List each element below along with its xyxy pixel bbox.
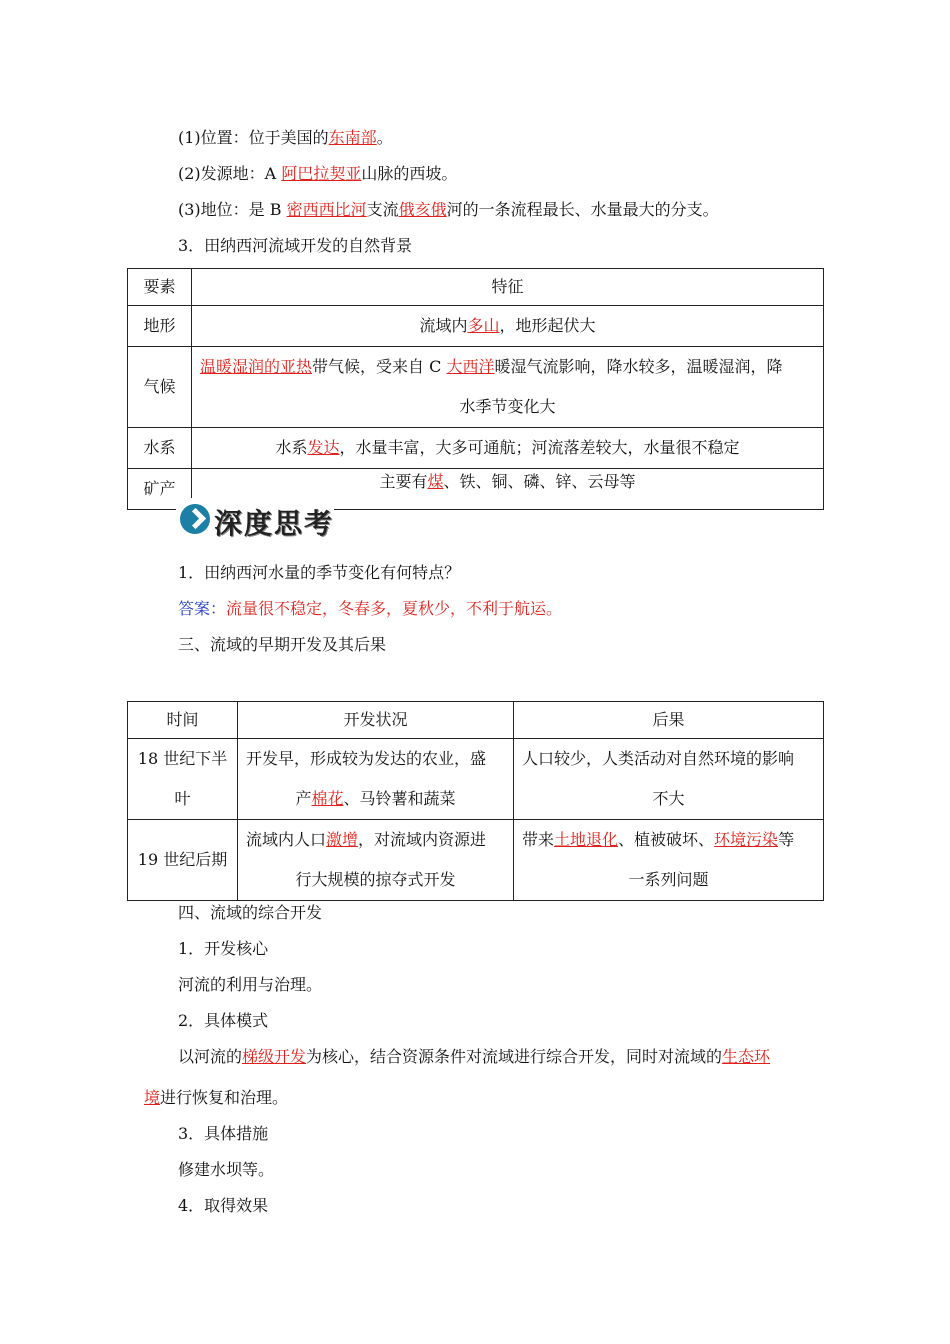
water-post: ，水量丰富，大多可通航；河流落差较大，水量很不稳定: [339, 438, 740, 457]
mode-mid: 为核心，结合资源条件对流域进行综合开发，同时对流域的: [306, 1047, 723, 1066]
mode-post: 进行恢复和治理。: [160, 1088, 289, 1107]
row-label-minerals: 矿产: [128, 469, 192, 510]
minerals-answer: 煤: [427, 472, 444, 491]
terrain-post: ，地形起伏大: [499, 316, 596, 335]
result-19th-pre: 带来: [522, 830, 555, 849]
core-text: 河流的利用与治理。: [178, 975, 323, 994]
dev-18th-post: 、马铃薯和蔬菜: [343, 789, 456, 808]
mode-pre: 以河流的: [178, 1047, 243, 1066]
row-dev-19th: [238, 820, 514, 901]
dev-19th-pre: 流域内人口: [246, 830, 327, 849]
early-development-table: [127, 701, 824, 901]
table1-header-feature: 特征: [192, 269, 824, 306]
row-value-climate: [192, 347, 824, 428]
location-line: [178, 128, 393, 148]
status-answer-1: 密西西比河: [286, 200, 367, 219]
source-answer: 阿巴拉契亚: [281, 164, 362, 183]
status-end: 河的一条流程最长、水量最大的分支。: [446, 200, 719, 219]
location-answer: 东南部: [328, 128, 377, 147]
location-end: 。: [376, 128, 393, 147]
table2-header-time: 时间: [128, 702, 238, 739]
table2-header-result: 后果: [514, 702, 824, 739]
mode-line2: [144, 1088, 288, 1108]
mode-answer-1: 梯级开发: [242, 1047, 307, 1066]
result-19th-answer-2: 环境污染: [714, 830, 779, 849]
climate-line1: [200, 347, 815, 387]
location-label: (1)位置：位于美国的: [178, 128, 329, 147]
answer-line: [178, 599, 562, 619]
arrow-right-icon: [180, 504, 210, 534]
question-1: 1．田纳西河水量的季节变化有何特点？: [178, 563, 461, 582]
water-answer: 发达: [307, 438, 340, 457]
row-label-water-system: 水系: [128, 428, 192, 469]
table-row: [128, 428, 824, 469]
table-row: [128, 306, 824, 347]
row-label-climate: 气候: [128, 347, 192, 428]
dev-18th-pre: 产: [295, 789, 312, 808]
table-row: [128, 739, 824, 820]
climate-answer-2: 大西洋: [446, 357, 495, 376]
answer-label: 答案：: [178, 599, 227, 618]
table-row: [128, 347, 824, 428]
natural-background-table: [127, 268, 824, 510]
terrain-pre: 流域内: [419, 316, 468, 335]
table2-header-development: 开发状况: [238, 702, 514, 739]
mode-line1: [178, 1047, 770, 1067]
answer-text: 流量很不稳定，冬春多，夏秋少，不利于航运。: [226, 599, 563, 618]
row-result-18th: [514, 739, 824, 820]
row-value-terrain: [192, 306, 824, 347]
mode-answer-2-cont: 境: [144, 1088, 161, 1107]
heading-effect: 4．取得效果: [178, 1196, 269, 1215]
heading-measure: 3．具体措施: [178, 1124, 269, 1143]
result-19th-mid: 、植被破坏、: [618, 830, 715, 849]
dev-18th-line2: [246, 779, 505, 819]
row-label-terrain: 地形: [128, 306, 192, 347]
banner-title: 深度思考: [214, 507, 335, 540]
measure-text: 修建水坝等。: [178, 1160, 275, 1179]
row-value-water-system: [192, 428, 824, 469]
table1-header-row: [128, 269, 824, 306]
status-line: [178, 200, 719, 220]
climate-mid: 带气候，受来自 C: [312, 357, 447, 376]
time-18th-line2: 叶: [174, 789, 191, 808]
dev-19th-answer: 激增: [326, 830, 359, 849]
climate-line2: 水季节变化大: [459, 397, 556, 416]
table-row: [128, 820, 824, 901]
result-19th-answer-1: 土地退化: [554, 830, 619, 849]
dev-19th-post: ，对流域内资源进: [358, 830, 487, 849]
row-time-19th: 19 世纪后期: [128, 820, 238, 901]
source-line: [178, 164, 457, 184]
result-18th-line1: 人口较少，人类活动对自然环境的影响: [522, 749, 795, 768]
water-pre: 水系: [275, 438, 308, 457]
source-end: 山脉的西坡。: [361, 164, 458, 183]
dev-19th-line1: [246, 820, 505, 860]
result-19th-line1: [522, 820, 815, 860]
mode-answer-2: 生态环: [722, 1047, 771, 1066]
result-19th-line2: 一系列问题: [628, 870, 709, 889]
time-18th-line1: 18 世纪下半: [137, 749, 228, 768]
dev-18th-line1: 开发早，形成较为发达的农业，盛: [246, 749, 487, 768]
heading-comprehensive: 四、流域的综合开发: [178, 903, 323, 922]
minerals-post: 、铁、铜、磷、锌、云母等: [443, 472, 636, 491]
climate-answer-1: 温暖湿润的亚热: [200, 357, 313, 376]
terrain-answer: 多山: [467, 316, 500, 335]
row-result-19th: [514, 820, 824, 901]
result-18th-line2: 不大: [652, 789, 685, 808]
heading-natural-background: 3．田纳西河流域开发的自然背景: [178, 236, 413, 255]
heading-mode: 2．具体模式: [178, 1011, 269, 1030]
table2-header-row: [128, 702, 824, 739]
status-answer-2: 俄亥俄: [398, 200, 447, 219]
table1-header-element: 要素: [128, 269, 192, 306]
heading-early-development: 三、流域的早期开发及其后果: [178, 635, 387, 654]
dev-19th-line2: 行大规模的掠夺式开发: [295, 870, 456, 889]
status-mid: 支流: [366, 200, 399, 219]
minerals-pre: 主要有: [379, 472, 428, 491]
heading-core: 1．开发核心: [178, 939, 269, 958]
row-dev-18th: [238, 739, 514, 820]
dev-18th-answer: 棉花: [311, 789, 344, 808]
row-time-18th: [128, 739, 238, 820]
deep-thinking-banner: [176, 498, 334, 540]
status-label: (3)地位：是 B: [178, 200, 287, 219]
climate-post: 暖湿气流影响，降水较多，温暖湿润，降: [494, 357, 783, 376]
result-19th-post: 等: [778, 830, 795, 849]
source-label: (2)发源地：A: [178, 164, 282, 183]
